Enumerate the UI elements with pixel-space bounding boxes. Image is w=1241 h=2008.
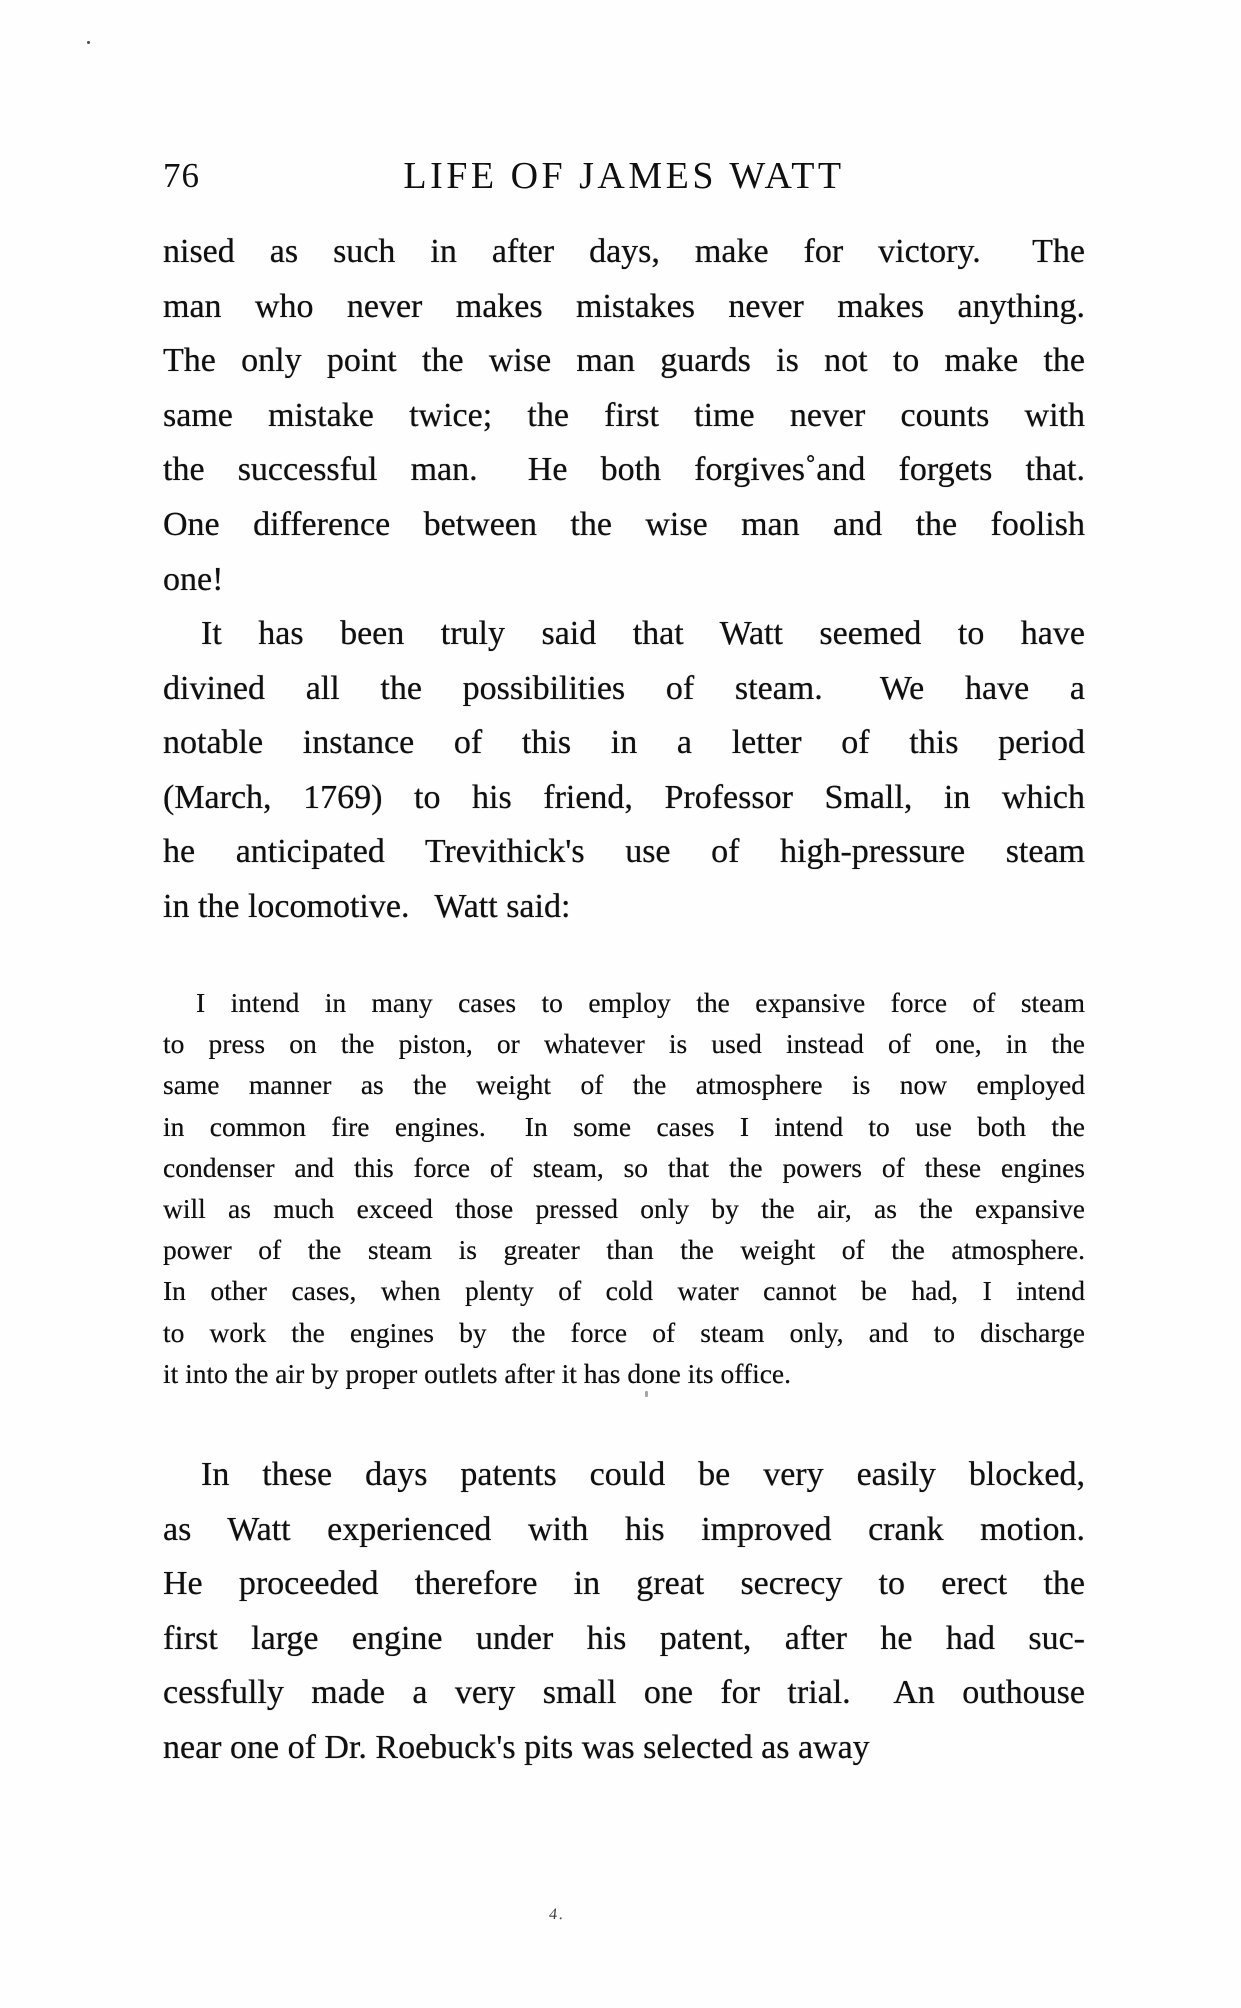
text-line: In these days patents could be very easily blocked,: [201, 1456, 1085, 1493]
text-line: In other cases, when plenty of cold water cannot be had, I intend: [163, 1275, 1085, 1307]
text-line: man who never makes mistakes never makes anything.: [163, 287, 1085, 325]
running-head-title: LIFE OF JAMES WATT: [403, 155, 845, 197]
text-line: nised as such in after days, make for victory. The: [163, 233, 1085, 270]
signature-mark: 4.: [548, 1906, 566, 1923]
text-line: one!: [163, 560, 224, 598]
scan-speck-below-quote: [645, 1391, 648, 1397]
page-header-row: [163, 153, 1085, 199]
text-line: will as much exceed those pressed only by the air, as the expansive: [163, 1193, 1085, 1225]
text-line: power of the steam is greater than the weight of the atmosphere.: [163, 1234, 1085, 1266]
text-line: (March, 1769) to his friend, Professor Small, in which: [163, 778, 1085, 816]
text-line: same mistake twice; the first time never counts with: [163, 396, 1085, 434]
text-line: It has been truly said that Watt seemed to have: [201, 615, 1085, 652]
scan-speck-top: [87, 41, 90, 44]
body-paragraph-1: [163, 225, 1085, 607]
text-line: divined all the possibilities of steam. We have a: [163, 669, 1085, 707]
text-line: to work the engines by the force of steam only, and to discharge: [163, 1316, 1085, 1348]
text-line: it into the air by proper outlets after it has done its office.: [163, 1357, 792, 1389]
text-line: cessfully made a very small one for trial. An outhouse: [163, 1674, 1085, 1712]
block-quote-watt-letter: [163, 982, 1085, 1394]
text-line: notable instance of this in a letter of this period: [163, 724, 1085, 762]
text-line: as Watt experienced with his improved crank motion.: [163, 1510, 1085, 1548]
text-line: first large engine under his patent, after he had suc-: [163, 1619, 1085, 1657]
text-line: The only point the wise man guards is not to make the: [163, 342, 1085, 380]
text-line: to press on the piston, or whatever is used instead of one, in the: [163, 1028, 1085, 1060]
text-line: near one of Dr. Roebuck's pits was selected as away: [163, 1728, 870, 1766]
text-line: One difference between the wise man and the foolish: [163, 505, 1085, 543]
text-line: He proceeded therefore in great secrecy to erect the: [163, 1565, 1085, 1603]
text-line: I intend in many cases to employ the expansive force of steam: [196, 987, 1085, 1018]
page-number: 76: [163, 156, 200, 195]
text-line: condenser and this force of steam, so that the powers of these engines: [163, 1151, 1085, 1183]
body-paragraph-3: [163, 1448, 1085, 1776]
body-paragraph-2: [163, 607, 1085, 935]
text-line: in the locomotive. Watt said:: [163, 887, 571, 925]
text-line: the successful man. He both forgives˚and forgets that.: [163, 451, 1085, 489]
text-line: he anticipated Trevithick's use of high-pressure steam: [163, 833, 1085, 871]
text-line: same manner as the weight of the atmosphere is now employed: [163, 1069, 1085, 1101]
text-line: in common fire engines. In some cases I intend to use both the: [163, 1110, 1085, 1142]
